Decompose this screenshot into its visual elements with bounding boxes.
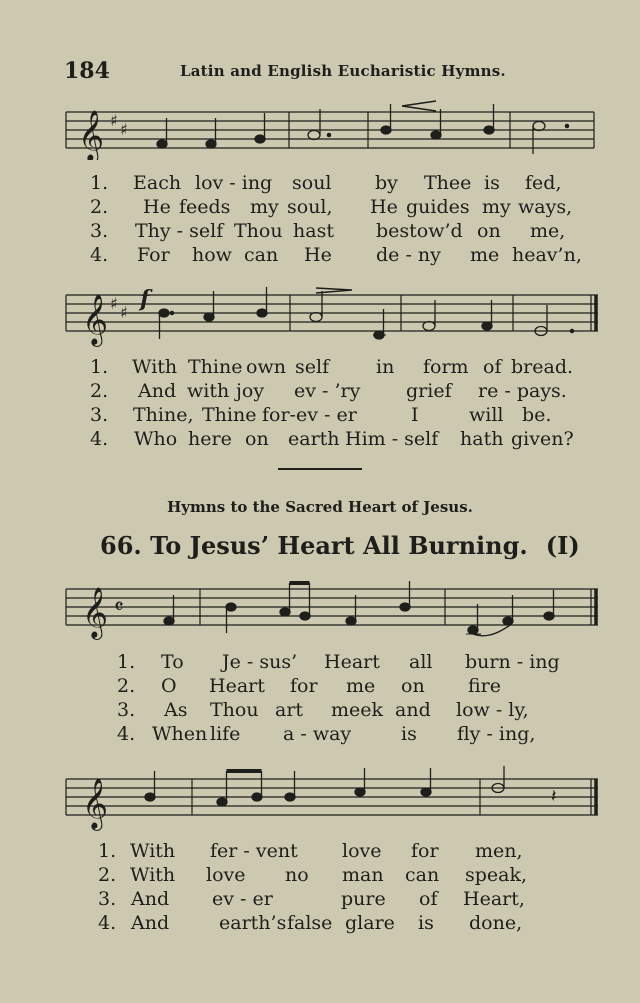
music-staff-b1 [0,577,640,647]
verses-a1: 1. Each lov - ing soul by Thee is fed, 2. He feeds my soul, He guides my ways, 3. Thy - self Thou hast bestow’d on me, 4. For how can He de - ny me heav’n, [90,172,582,266]
section-divider [278,468,362,470]
treble-clef-icon: 𝄞 [82,587,109,638]
treble-clef-icon: 𝄞 [82,778,109,829]
verse-number: 3. [90,404,109,426]
page-number: 184 [64,58,110,84]
music-staff-a1 [0,100,640,160]
verse-number: 3. [90,220,109,242]
verse-number: 2. [98,864,117,886]
verse-number: 2. [90,380,109,402]
verse-number: 1. [90,172,109,194]
verse-number: 1. [90,356,109,378]
verse-number: 3. [98,888,117,910]
verse-number: 2. [117,675,136,697]
verses-a2: 1. With Thine own self in form of bread. 2. And with joy ev - ’ry grief re - pays. 3. Thine, Thine for-ev - er I will be. 4. Who here on earth Him - self hath given? [90,356,574,450]
running-title: Latin and English Eucharistic Hymns. [180,62,506,80]
common-time-icon: 𝄴 [114,595,124,620]
forte-mark: f [140,286,150,312]
verse-number: 1. [98,840,117,862]
verses-b1: 1. To Je - sus’ Heart all burn - ing 2. O Heart for me on fire 3. As Thou art meek and low - ly, 4. When life a - way is fly - ing, [117,651,560,745]
verse-number: 3. [117,699,136,721]
sharp-icon: ♯ [110,294,118,313]
treble-clef-icon: 𝄞 [82,294,109,345]
verse-number: 4. [90,244,109,266]
sharp-icon: ♯ [120,120,128,139]
music-staff-a2 [0,282,640,348]
verse-number: 2. [90,196,109,218]
hymn-title [100,531,580,560]
hymn-title-text: To Jesus’ Heart All Burning. [150,531,528,560]
verse-number: 4. [117,723,136,745]
verse-number: 1. [117,651,136,673]
sharp-icon: ♯ [110,111,118,130]
rest-icon: 𝄽 [551,786,557,807]
sharp-icon: ♯ [120,303,128,322]
hymn-number: 66. [100,531,142,560]
verse-number: 4. [90,428,109,450]
verses-b2: 1. With fer - vent love for men, 2. With love no man can speak, 3. And ev - er pure of Heart, 4. And earth’s false glare is done, [98,840,528,934]
mode-mark: (I) [545,531,580,560]
verse-number: 4. [98,912,117,934]
music-staff-b2 [0,766,640,834]
section-heading: Hymns to the Sacred Heart of Jesus. [167,498,473,516]
treble-clef-icon: 𝄞 [78,110,105,160]
